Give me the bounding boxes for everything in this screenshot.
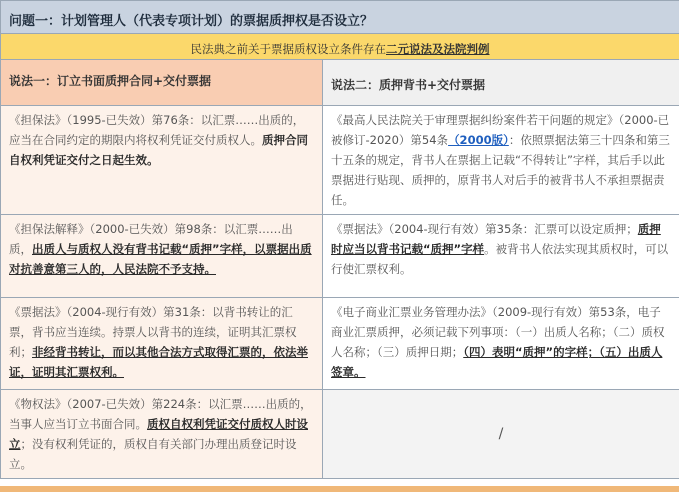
table-row [1,390,679,479]
row-3-left-bold: 非经背书转让，而以其他合法方式取得汇票的，依法举证，证明其汇票权利。 [9,345,308,379]
row-4-left-bold: 质权自权利凭证交付质权人时设立 [9,417,308,451]
subtitle-emphasis: 二元说法及法院判例 [386,42,490,56]
row-2-left-cell [1,215,323,298]
row-4-right-empty-cell [323,390,679,479]
row-2-right-cell [323,215,679,298]
table-row [1,215,679,298]
column-header-right-text: 说法二：质押背书+交付票据 [331,78,486,92]
bottom-strip [0,486,679,492]
column-header-left [1,60,323,106]
row-2-left-text: 《担保法解释》（2000-已失效）第98条：以汇票……出质， [9,222,293,256]
row-1-right-text: 《最高人民法院关于审理票据纠纷案件若干问题的规定》（2000-已被修订-2020）第54条 [331,113,670,147]
column-header-left-text: 说法一：订立书面质押合同+交付票据 [9,74,212,88]
row-3-left-text: 《票据法》（2004-现行有效）第31条：以背书转让的汇票，背书应当连续。持票人以背书的连续，证明其汇票权利； [9,305,297,359]
row-2-left-bold: 出质人与质权人没有背书记载“质押”字样，以票据出质对抗善意第三人的，人民法院不予支持。 [9,242,312,276]
row-3-right-cell [323,298,679,390]
row-2-right-bold: 质押时应当以背书记载“质押”字样 [331,222,661,256]
subtitle-banner [1,34,679,60]
row-4-left-cell [1,390,323,479]
row-3-right-text: 《电子商业汇票业务管理办法》（2009-现行有效）第53条，电子商业汇票质押，必须记载下列事项：（一）出质人名称；（二）质权人名称；（三）质押日期； [331,305,665,359]
row-3-left-cell [1,298,323,390]
column-header-right [323,60,679,106]
row-1-left-cell [1,106,323,215]
row-1-left-bold: 质押合同自权利凭证交付之日起生效。 [9,133,308,167]
row-1-right-version-link[interactable]: （2000版） [448,133,509,147]
row-1-right-cell [323,106,679,215]
row-4-left-text-2: ；没有权利凭证的，质权自有关部门办理出质登记时设立。 [9,437,297,471]
row-3-right-bold: （四）表明“质押”的字样；（五）出质人签章。 [331,345,663,379]
row-4-left-text: 《物权法》（2007-已失效）第224条：以汇票……出质的，当事人应当订立书面合同。 [9,397,312,431]
row-2-right-text-2: 。被背书人依法实现其质权时，可以行使汇票权利。 [331,242,669,276]
table-row [1,298,679,390]
row-1-right-text-2: ：依照票据法第三十四条和第三十五条的规定，背书人在票据上记载“不得转让”字样，其后手以此票据进行贴现、质押的，原背书人对后手的被背书人不承担票据责任。 [331,133,670,207]
subtitle-text: 民法典之前关于票据质权设立条件存在 [190,42,386,56]
row-1-left-text: 《担保法》（1995-已失效）第76条：以汇票……出质的，应当在合同约定的期限内将权利凭证交付质权人。 [9,113,305,147]
table-row [1,106,679,215]
row-4-right-placeholder: / [498,426,504,442]
question-title [1,1,679,34]
row-2-right-text: 《票据法》（2004-现行有效）第35条：汇票可以设定质押； [331,222,638,236]
question-title-text: 问题一：计划管理人（代表专项计划）的票据质押权是否设立？ [9,14,374,29]
